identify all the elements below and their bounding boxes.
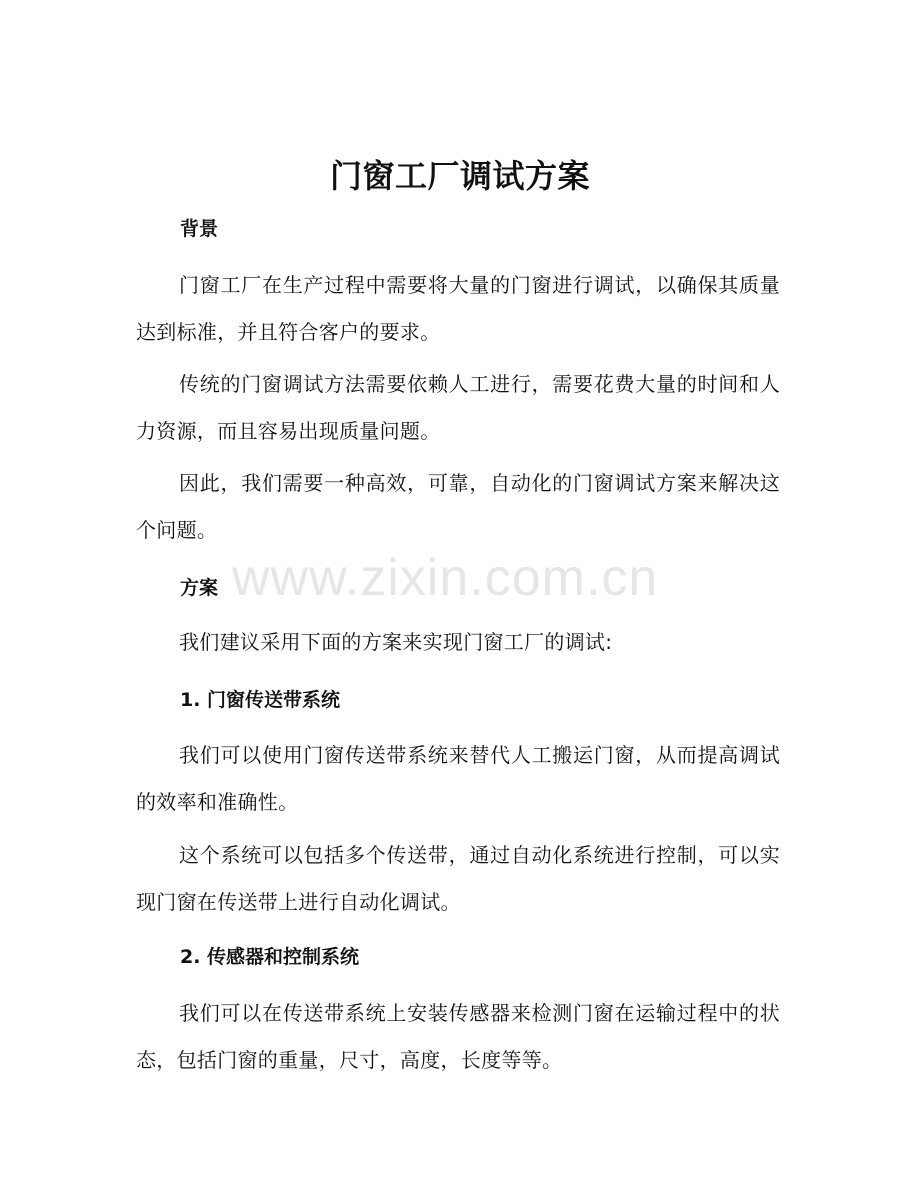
subsection-heading-sensors: 2. 传感器和控制系统 <box>180 946 360 968</box>
section-heading-plan: 方案 <box>180 577 219 599</box>
paragraph: 因此，我们需要一种高效，可靠，自动化的门窗调试方案来解决这个问题。 <box>136 471 780 542</box>
watermark: www.zixin.com.cn <box>232 549 659 607</box>
paragraph: 这个系统可以包括多个传送带，通过自动化系统进行控制，可以实现门窗在传送带上进行自动化调试。 <box>136 843 780 914</box>
paragraph: 门窗工厂在生产过程中需要将大量的门窗进行调试，以确保其质量达到标准，并且符合客户的要求。 <box>136 273 780 344</box>
section-heading-background: 背景 <box>180 218 219 240</box>
paragraph: 我们建议采用下面的方案来实现门窗工厂的调试: <box>179 630 613 654</box>
subsection-heading-conveyor: 1. 门窗传送带系统 <box>180 689 341 711</box>
document-title: 门窗工厂调试方案 <box>329 157 590 195</box>
paragraph: 我们可以在传送带系统上安装传感器来检测门窗在运输过程中的状态，包括门窗的重量，尺寸，高度，长度等等。 <box>136 1001 780 1072</box>
paragraph: 传统的门窗调试方法需要依赖人工进行，需要花费大量的时间和人力资源，而且容易出现质量问题。 <box>136 372 780 443</box>
paragraph: 我们可以使用门窗传送带系统来替代人工搬运门窗，从而提高调试的效率和准确性。 <box>136 743 780 814</box>
